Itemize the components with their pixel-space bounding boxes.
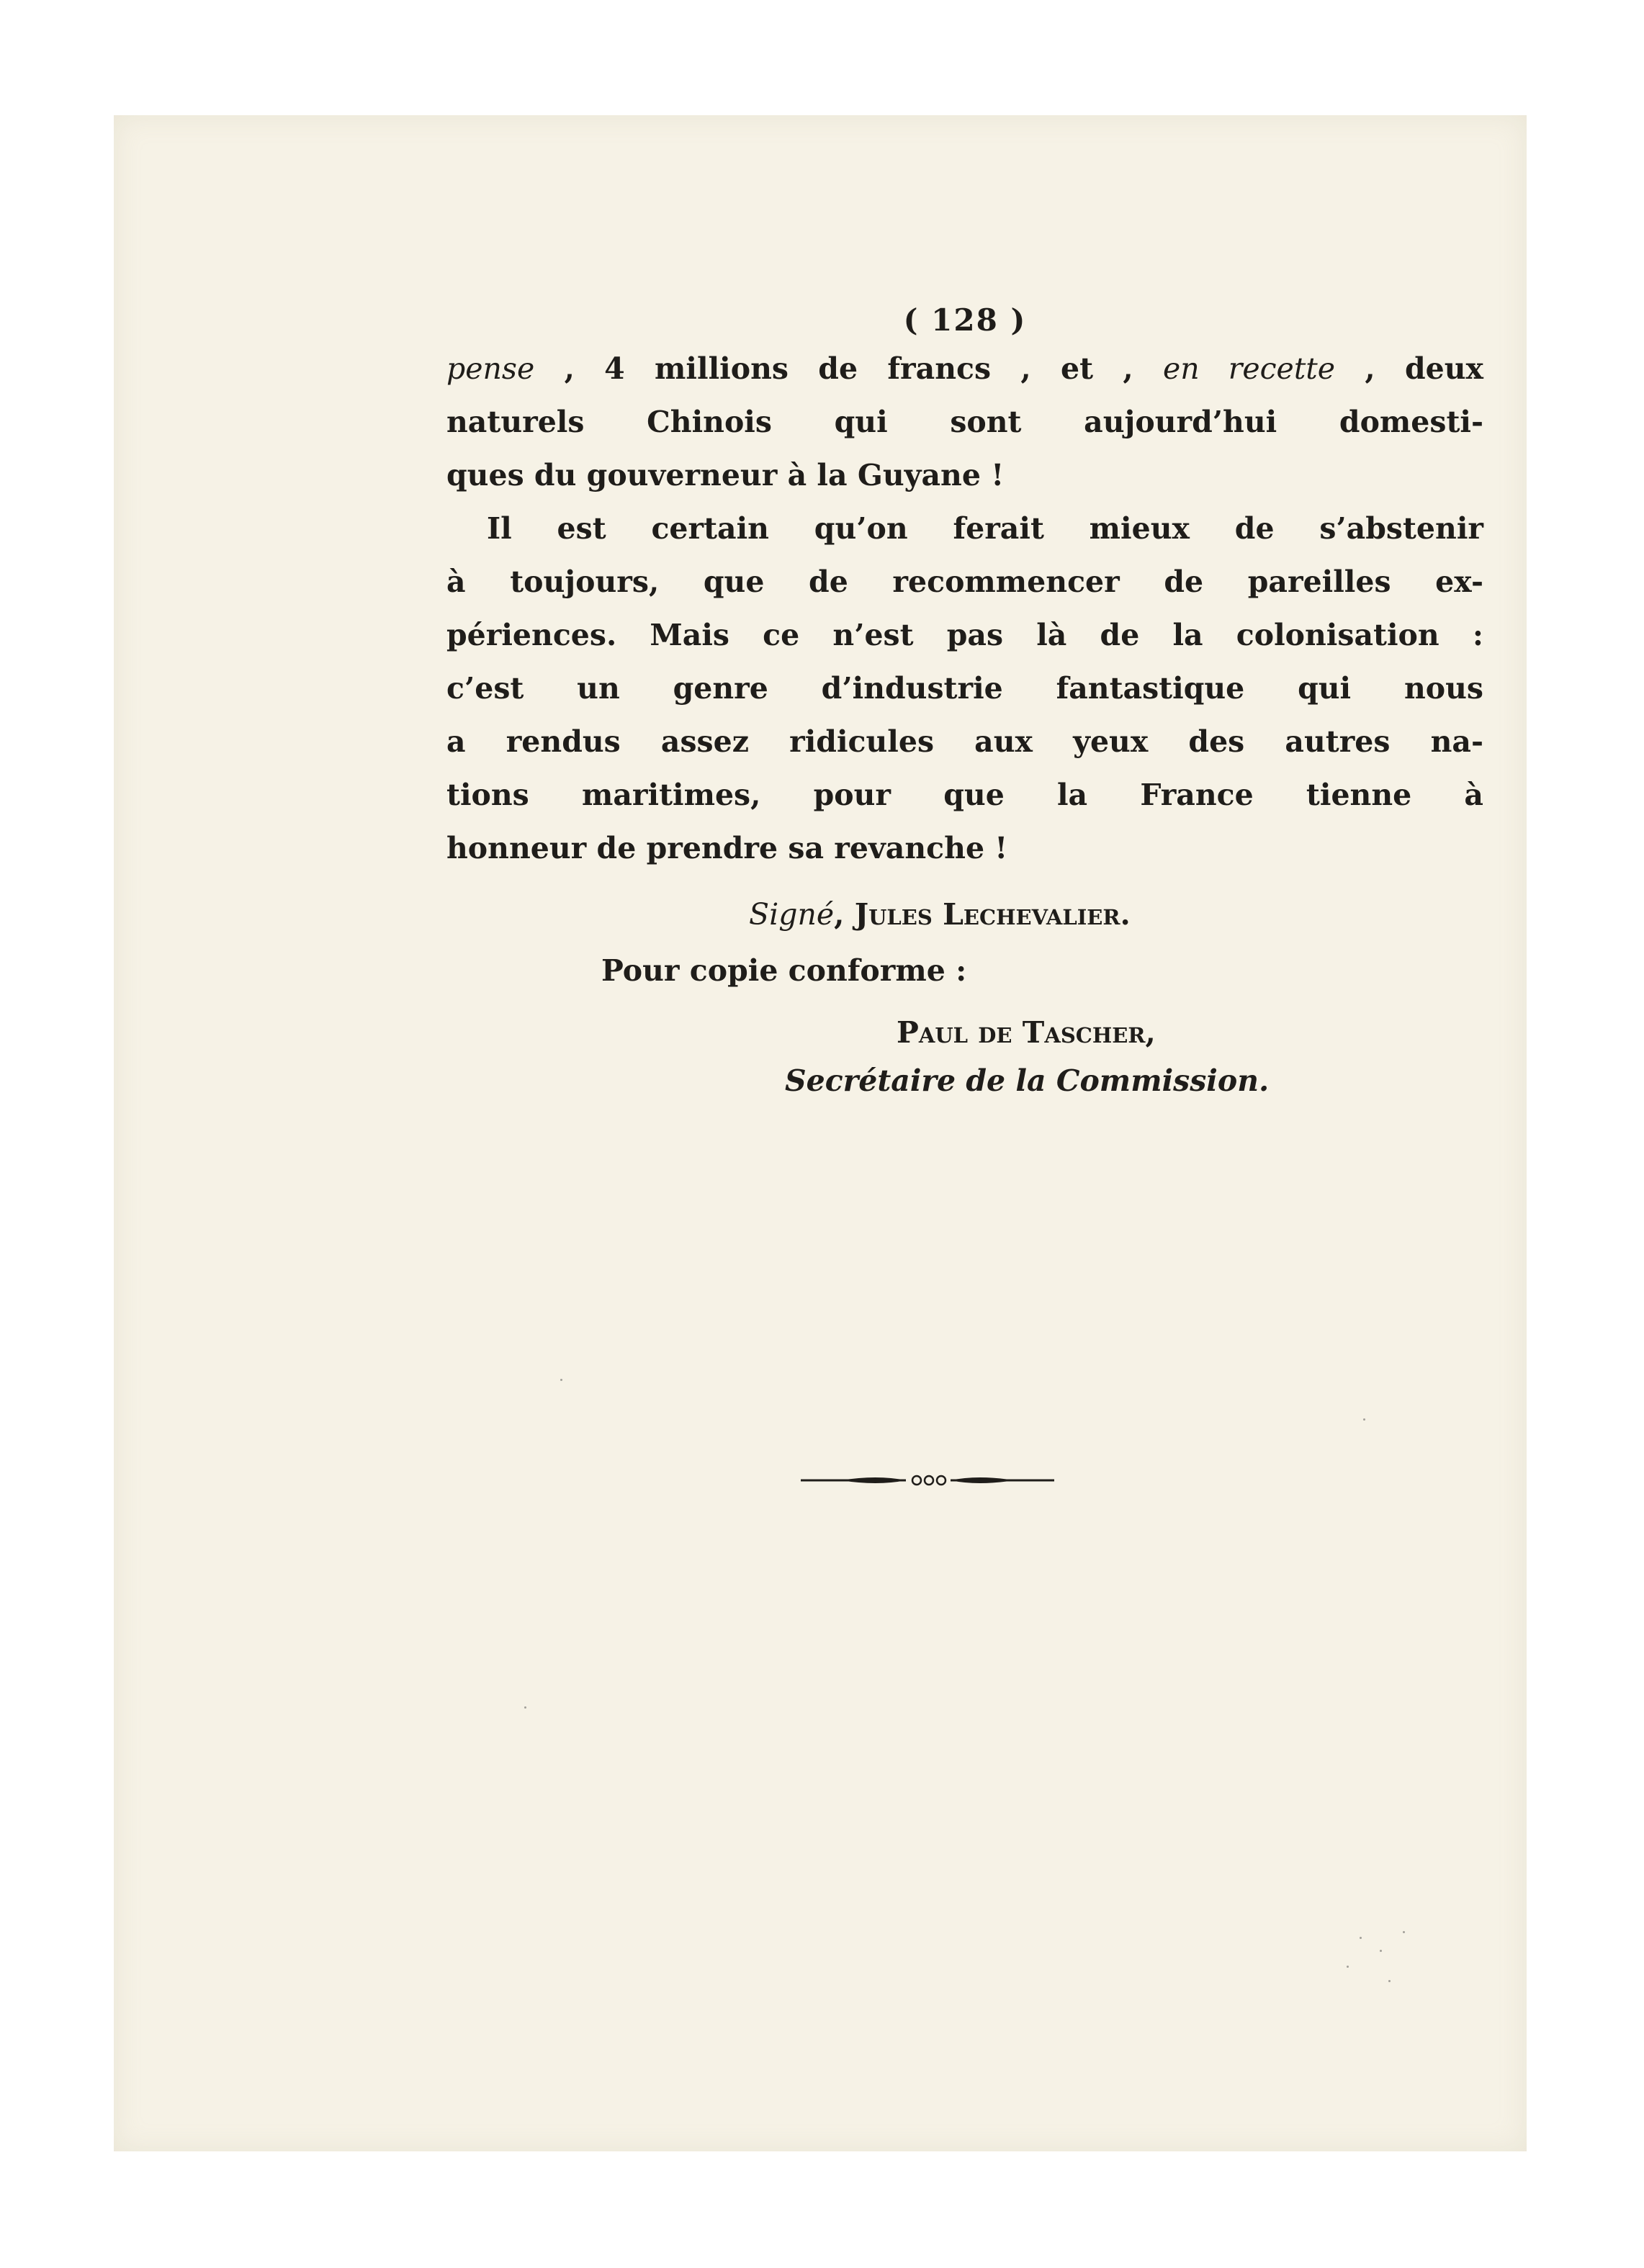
paper-speck xyxy=(1347,1966,1349,1968)
text-line: à toujours, que de recommencer de pareilles ex- xyxy=(446,564,1483,599)
paragraph xyxy=(446,502,1483,875)
paragraph-2 xyxy=(446,502,1483,875)
text-line xyxy=(446,342,1483,395)
text-line: a rendus assez ridicules aux yeux des autres na- xyxy=(446,724,1483,759)
signed-label: Signé xyxy=(749,897,835,932)
book-page xyxy=(114,115,1527,2151)
text-run: , deux xyxy=(1335,351,1483,386)
text-line: honneur de prendre sa revanche ! xyxy=(446,831,1008,865)
paper-speck xyxy=(1388,1980,1391,1982)
paper-speck xyxy=(1403,1931,1405,1933)
text-run: pense xyxy=(446,351,535,386)
text-line: naturels Chinois qui sont aujourd’hui domesti- xyxy=(446,405,1483,439)
text-line: c’est un genre d’industrie fantastique qui nous xyxy=(446,671,1483,706)
ornamental-divider xyxy=(798,1472,1057,1488)
signatory-name: Jules Lechevalier. xyxy=(854,897,1131,932)
signature-line xyxy=(446,888,1483,941)
paragraph-1 xyxy=(446,342,1483,502)
paper-speck xyxy=(524,1706,526,1709)
copy-conforme-line: Pour copie conforme : xyxy=(601,953,967,988)
text-run: en recette xyxy=(1162,351,1336,386)
text-line: périences. Mais ce n’est pas là de la colonisation : xyxy=(446,618,1483,652)
text-run: , 4 millions de francs , et , xyxy=(534,351,1163,386)
text-line: tions maritimes, pour que la France tienne à xyxy=(446,778,1483,812)
certifier-title: Secrétaire de la Commission. xyxy=(785,1063,1270,1098)
paper-speck xyxy=(1380,1950,1382,1952)
text-line: ques du gouverneur à la Guyane ! xyxy=(446,458,1005,492)
signature-comma: , xyxy=(834,897,855,932)
paper-speck xyxy=(1360,1937,1362,1939)
page-text-block xyxy=(446,302,1483,1102)
certifier-name-text: Paul de Tascher, xyxy=(897,1015,1156,1050)
paper-speck xyxy=(560,1379,562,1381)
text-line: Il est certain qu’on ferait mieux de s’abstenir xyxy=(487,511,1483,546)
page-number: ( 128 ) xyxy=(903,302,1027,338)
certifier-name xyxy=(446,1006,1483,1059)
paragraph xyxy=(446,342,1483,502)
paper-speck xyxy=(1363,1418,1365,1421)
